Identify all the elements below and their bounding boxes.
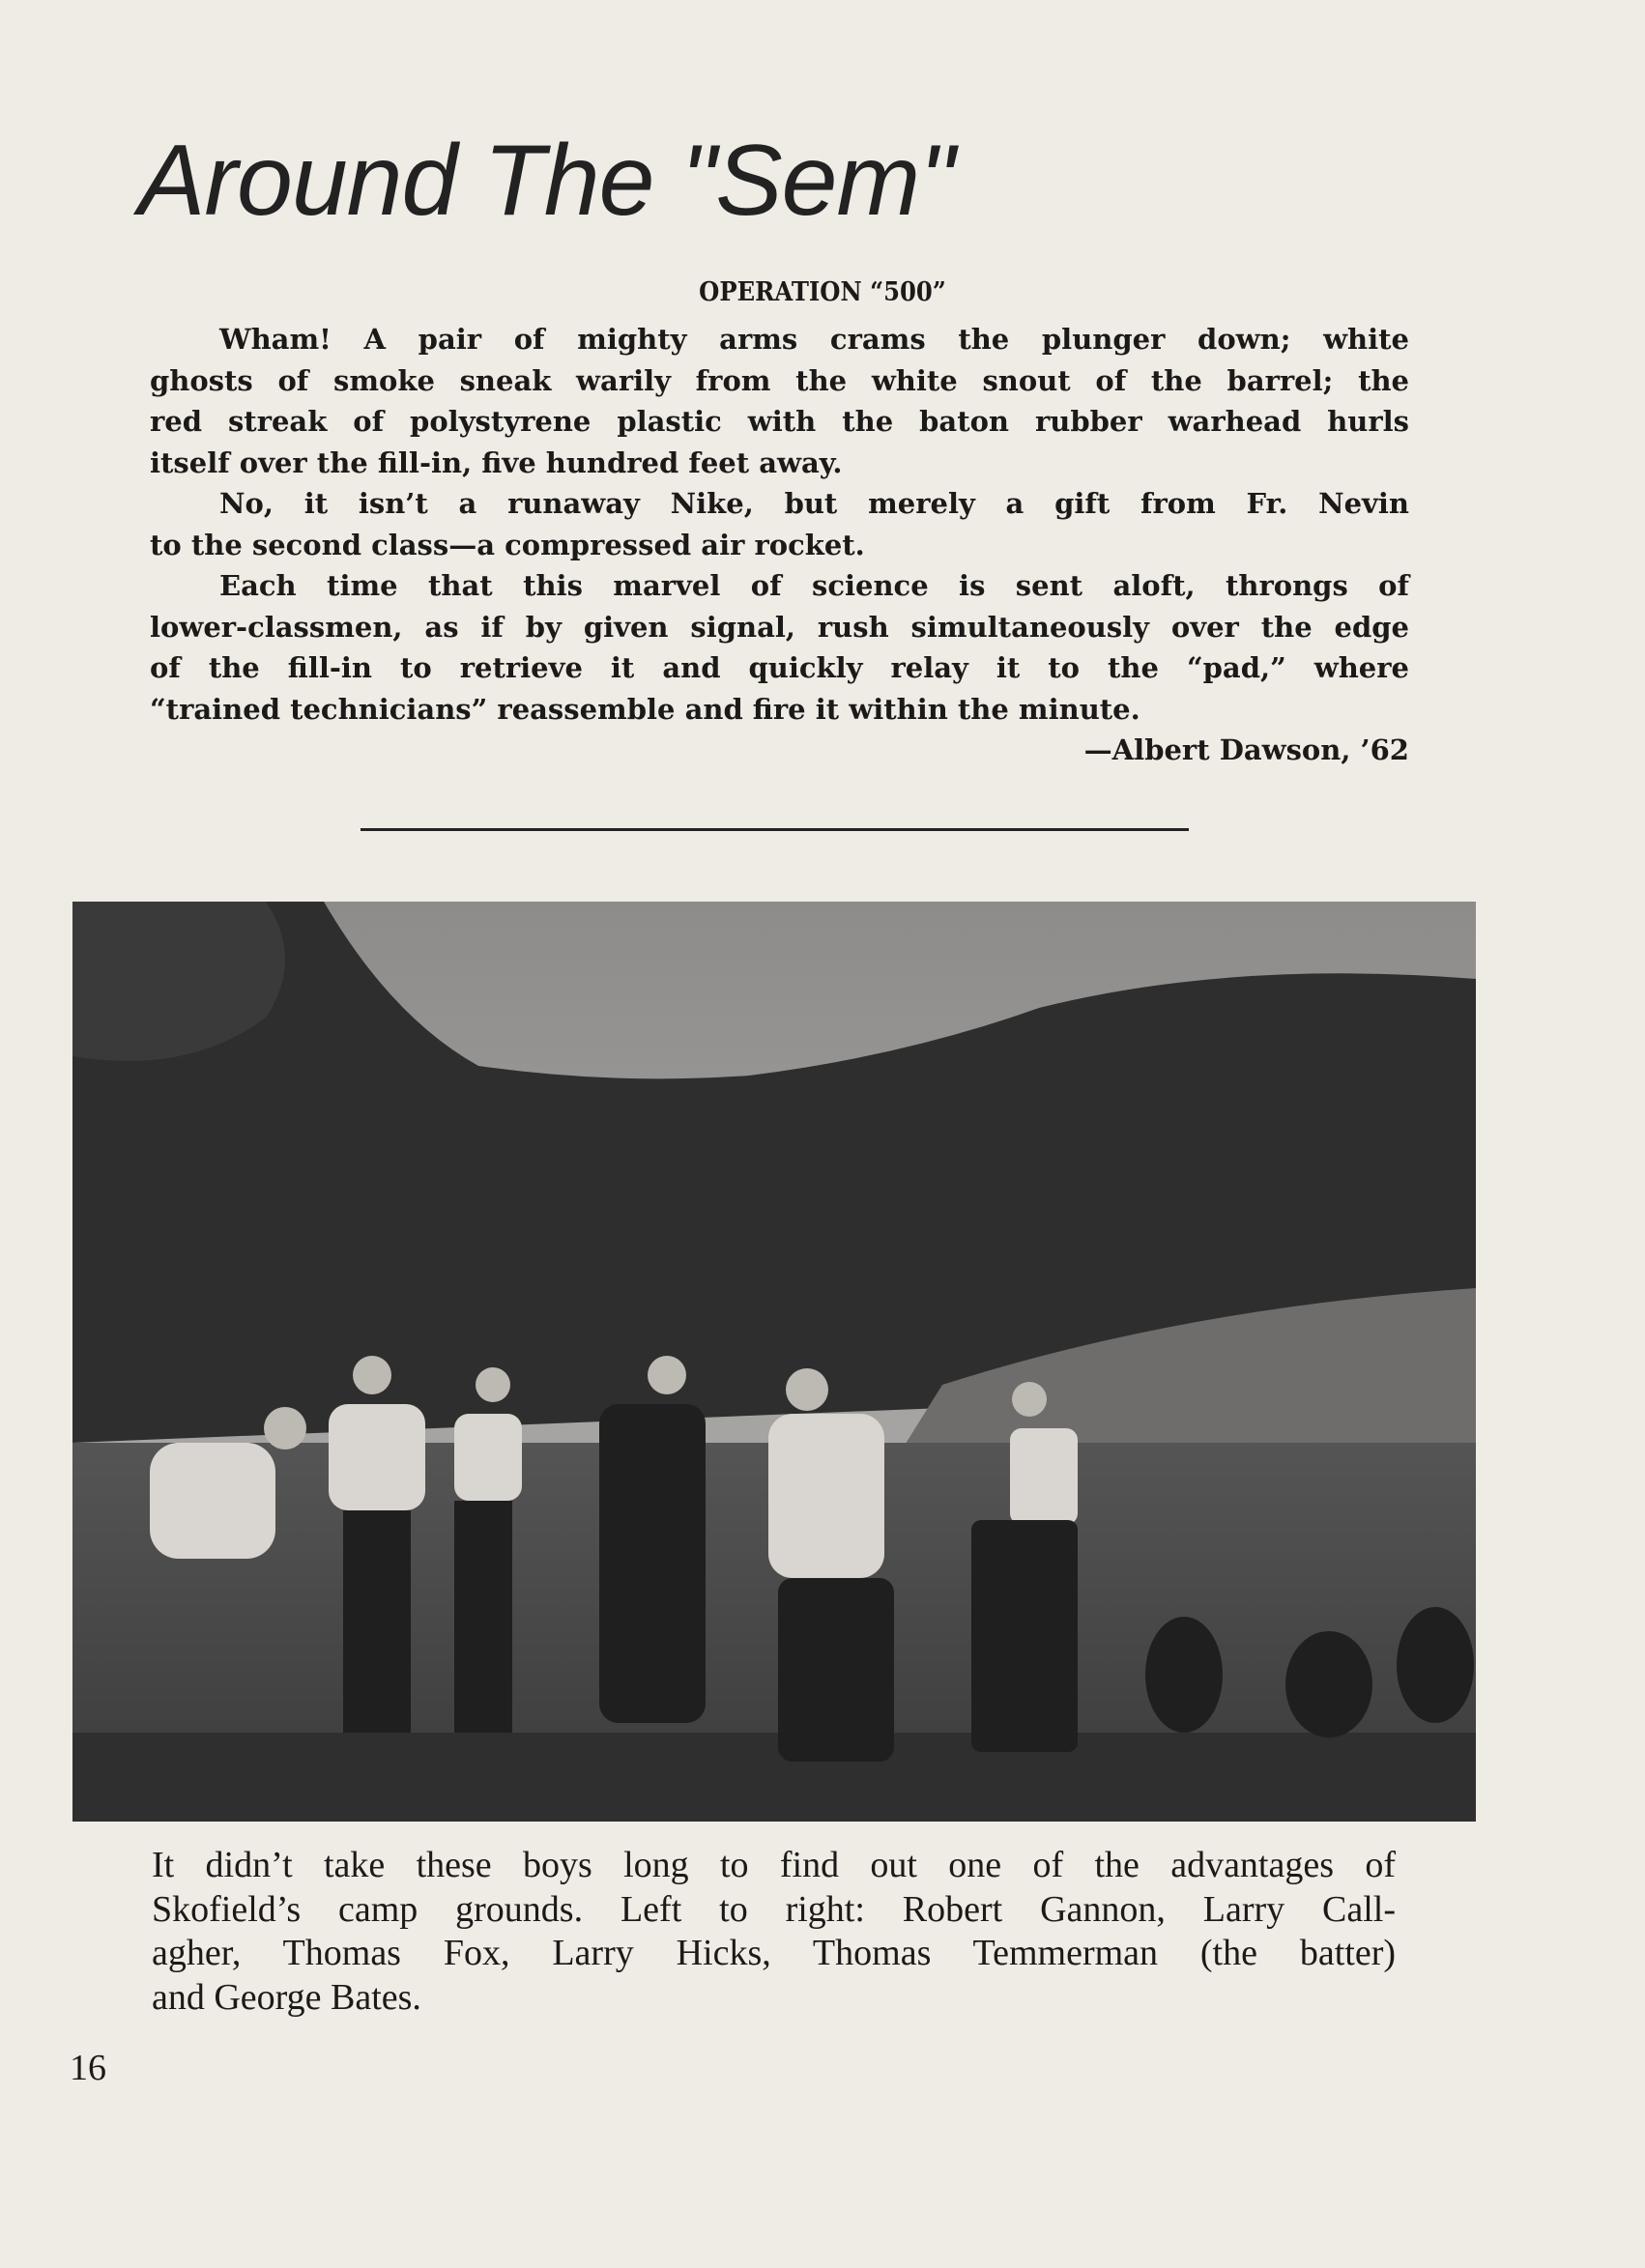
text-line: ghosts of smoke sneak warily from the white snout of the barrel; the [150, 363, 1409, 397]
article-heading: OPERATION “500” [699, 277, 946, 307]
text-line: to the second class—a compressed air rocket. [150, 528, 865, 561]
article-body [150, 319, 1409, 771]
text-line: lower-classmen, as if by given signal, rush simultaneously over the edge [150, 610, 1409, 644]
caption-line: agher, Thomas Fox, Larry Hicks, Thomas Temmerman (the batter) [152, 1933, 1396, 1973]
page-number: 16 [70, 2048, 106, 2088]
caption-line: It didn’t take these boys long to find out one of the advantages of [152, 1845, 1396, 1885]
photograph [72, 902, 1476, 1822]
text-line: “trained technicians” reassemble and fire it within the minute. [150, 692, 1140, 726]
text-line: red streak of polystyrene plastic with the baton rubber warhead hurls [150, 405, 1409, 438]
caption-line: and George Bates. [152, 1976, 421, 2018]
caption-line: Skofield’s camp grounds. Left to right: Robert Gannon, Larry Call- [152, 1888, 1396, 1930]
byline: —Albert Dawson, ’62 [1083, 733, 1409, 766]
text-line: of the fill-in to retrieve it and quickly relay it to the “pad,” where [150, 651, 1409, 684]
text-line: Wham! A pair of mighty arms crams the plunger down; white [219, 323, 1409, 356]
photo-scene [72, 902, 1476, 1822]
page-title: Around The "Sem" [138, 125, 955, 237]
photo-caption [152, 1844, 1396, 2020]
text-line: No, it isn’t a runaway Nike, but merely a gift from Fr. Nevin [219, 487, 1409, 520]
text-line: itself over the fill-in, five hundred feet away. [150, 445, 843, 479]
text-line: Each time that this marvel of science is sent aloft, throngs of [219, 569, 1409, 602]
divider [361, 828, 1189, 831]
